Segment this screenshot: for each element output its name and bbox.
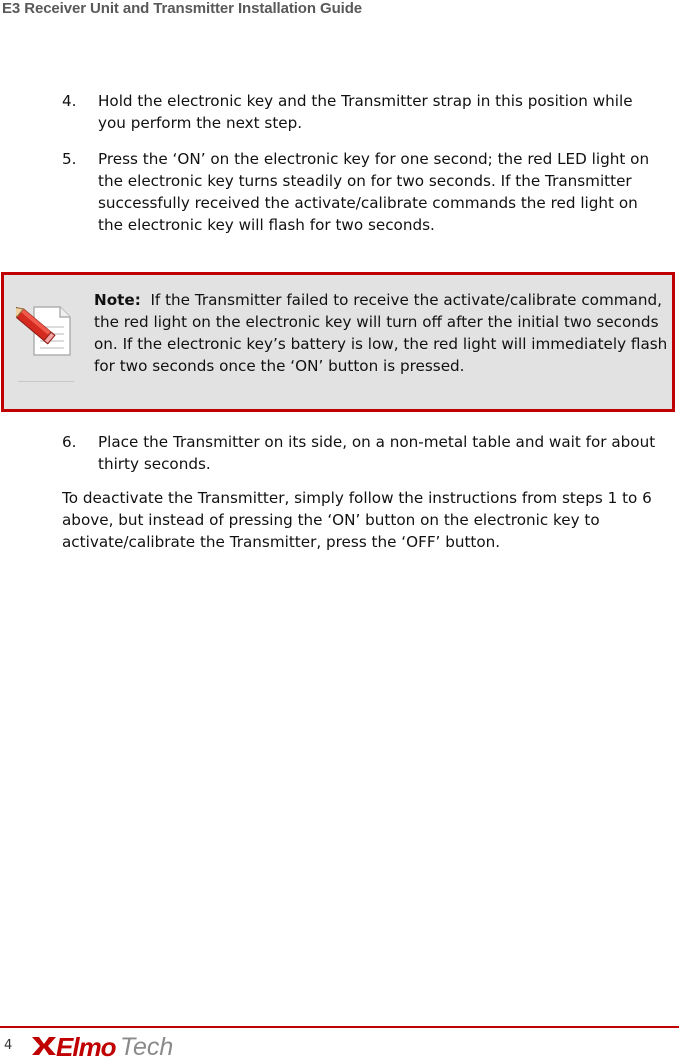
note-text — [94, 289, 672, 377]
elmotech-logo-icon — [30, 1035, 58, 1057]
step-6 — [62, 431, 662, 475]
note-box — [1, 272, 675, 412]
footer-divider — [0, 1026, 679, 1028]
step-number: 5. — [62, 150, 77, 168]
logo-text-tech: Tech — [120, 1033, 174, 1061]
note-divider — [18, 381, 74, 382]
page-number: 4 — [4, 1038, 13, 1053]
step-text: Press the ‘ON’ on the electronic key for one second; the red LED light on the electronic key turns steadily on for two seconds. If the Transmitter successfully received the activate/calibrate commands the red light on the electronic key will flash for two seconds. — [98, 150, 650, 234]
logo-text-elmo: Elmo — [56, 1032, 116, 1062]
step-5 — [62, 148, 662, 236]
step-number: 4. — [62, 92, 77, 110]
step-text: Place the Transmitter on its side, on a non-metal table and wait for about thirty seconds. — [98, 433, 656, 473]
note-label: Note: — [94, 291, 141, 309]
step-4 — [62, 90, 662, 134]
elmotech-logo — [30, 1032, 180, 1060]
step-number: 6. — [62, 433, 77, 451]
note-body: If the Transmitter failed to receive the activate/calibrate command, the red light on the electronic key will turn off after the initial two seconds on. If the electronic key’s battery is low, the red light will immediately flash for two seconds once the ‘ON’ button is pressed. — [94, 291, 668, 375]
deactivate-paragraph: To deactivate the Transmitter, simply follow the instructions from steps 1 to 6 above, but instead of pressing the ‘ON’ button on the electronic key to activate/calibrate the Transmitter, press the ‘OFF’ button. — [62, 489, 652, 551]
step-text: Hold the electronic key and the Transmitter strap in this position while you perform the next step. — [98, 92, 633, 132]
pencil-note-icon — [16, 303, 76, 359]
document-header-title: E3 Receiver Unit and Transmitter Installation Guide — [2, 0, 362, 17]
